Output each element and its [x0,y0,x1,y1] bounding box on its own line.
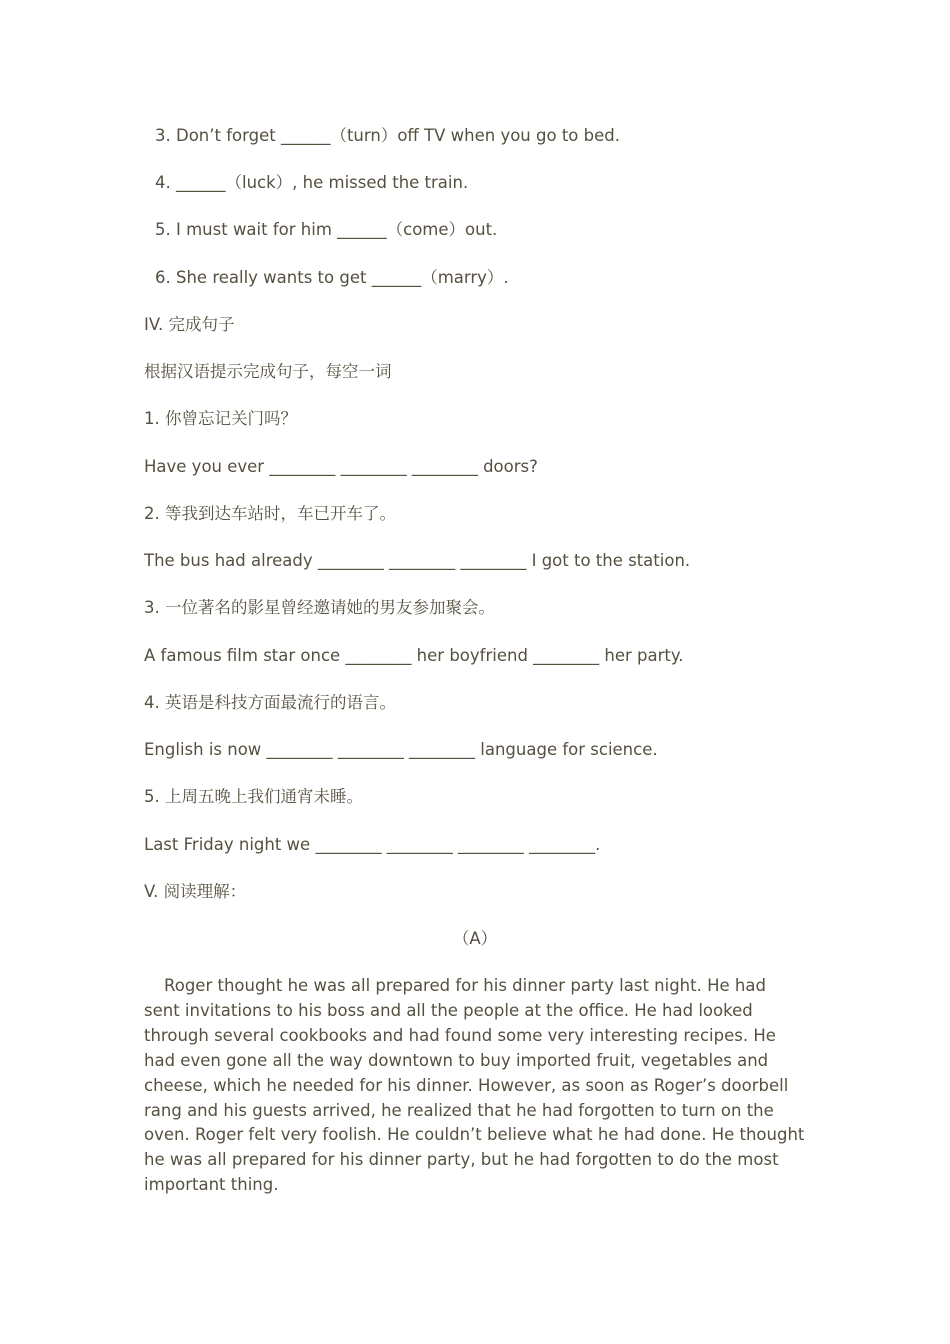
reading-passage [144,974,806,1198]
sentence-en-1: Have you ever ________ ________ ________ doors? [144,457,538,476]
sentence-en-2: The bus had already ________ ________ ________ I got to the station. [144,551,691,570]
sentence-en-4: English is now ________ ________ ________ language for science. [144,740,658,759]
exercise-item-6: 6. She really wants to get ______（marry）. [155,268,509,287]
passage-label: （A） [452,929,498,948]
sentence-cn-3: 3. 一位著名的影星曾经邀请她的男友参加聚会。 [144,598,495,617]
sentence-en-5: Last Friday night we ________ ________ ________ ________. [144,835,601,854]
section-heading-iv: IV. 完成句子 [144,315,235,334]
section-heading-v: V. 阅读理解： [144,882,247,901]
sentence-cn-5: 5. 上周五晚上我们通宵未睡。 [144,787,363,806]
sentence-cn-2: 2. 等我到达车站时，车已开车了。 [144,504,396,523]
reading-passage-text: Roger thought he was all prepared for his dinner party last night. He had sent invitations to his boss and all the people at the office. He had looked through several cookbooks and had found some very interesting recipes. He had even gone all the way downtown to buy imported fruit, vegetables and cheese, which he needed for his dinner. However, as soon as Roger’s doorbell rang and his guests arrived, he realized that he had forgotten to turn on the oven. Roger felt very foolish. He couldn’t believe what he had done. He thought he was all prepared for his dinner party, but he had forgotten to do the most important thing. [144,976,805,1195]
exercise-item-5: 5. I must wait for him ______（come）out. [155,220,498,239]
exercise-item-3: 3. Don’t forget ______（turn）off TV when you go to bed. [155,126,620,145]
exercise-item-4: 4. ______（luck）, he missed the train. [155,173,469,192]
section-instruction: 根据汉语提示完成句子，每空一词 [144,362,392,381]
sentence-cn-1: 1. 你曾忘记关门吗？ [144,409,297,428]
sentence-en-3: A famous film star once ________ her boyfriend ________ her party. [144,646,684,665]
sentence-cn-4: 4. 英语是科技方面最流行的语言。 [144,693,396,712]
